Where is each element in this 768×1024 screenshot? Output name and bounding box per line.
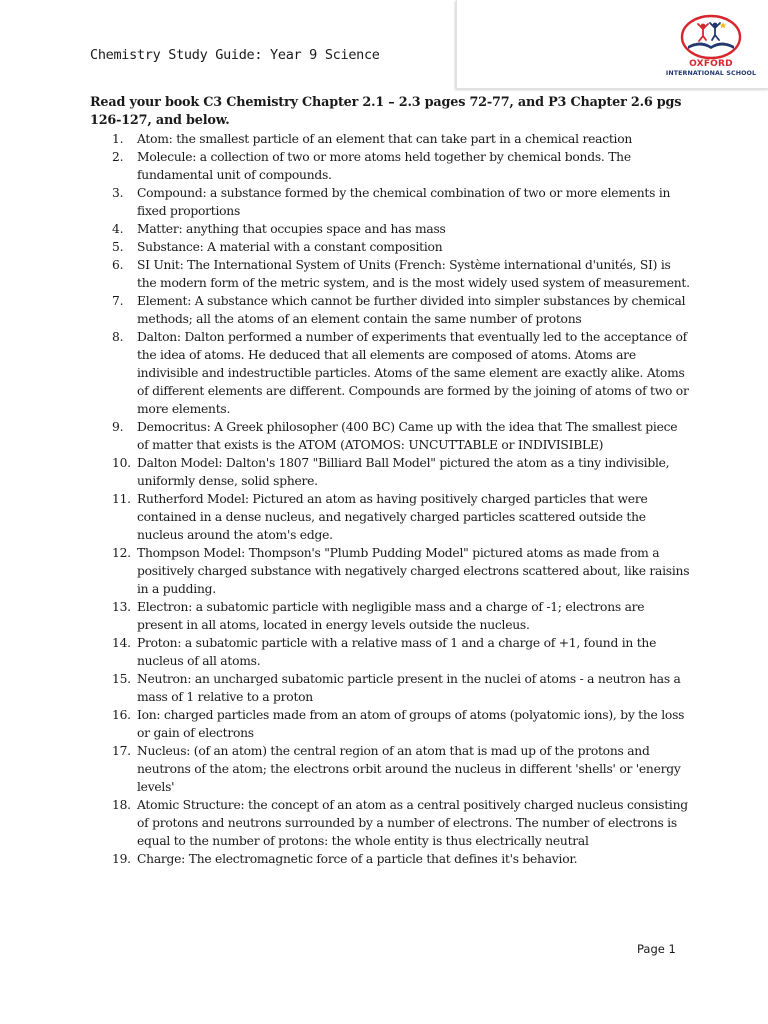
list-item-text: Substance: A material with a constant composition [137,240,443,254]
list-item-number: 13. [112,600,131,614]
list-item-text: Neutron: an uncharged subatomic particle present in the nuclei of atoms - a neutron has a mass of 1 relative to a proton [137,672,681,704]
list-item-text: Electron: a subatomic particle with negligible mass and a charge of -1; electrons are present in all atoms, located in energy levels outside the nucleus. [137,600,645,632]
definitions-list [90,130,690,868]
list-item [90,238,690,256]
list-item-text: Ion: charged particles made from an atom of groups of atoms (polyatomic ions), by the loss or gain of electrons [137,708,685,740]
list-item [90,130,690,148]
list-item-number: 7. [112,294,124,308]
school-logo-box [456,0,768,89]
reading-instructions: Read your book C3 Chemistry Chapter 2.1 – 2.3 pages 72-77, and P3 Chapter 2.6 pgs 126-127, and below. [90,95,682,128]
list-item-number: 11. [112,492,131,506]
list-item [90,796,690,850]
list-item-text: Compound: a substance formed by the chemical combination of two or more elements in fixed proportions [137,186,671,218]
list-item-number: 15. [112,672,131,686]
list-item-number: 18. [112,798,131,812]
list-item-number: 1. [112,132,124,146]
page-number: Page 1 [637,942,676,956]
list-item-number: 12. [112,546,131,560]
list-item-number: 8. [112,330,124,344]
list-item-number: 17. [112,744,131,758]
document-header-title: Chemistry Study Guide: Year 9 Science [90,47,380,63]
list-item-text: Dalton Model: Dalton's 1807 "Billiard Ball Model" pictured the atom as a tiny indivisible, uniformly dense, solid sphere. [137,456,670,488]
list-item-number: 4. [112,222,124,236]
list-item [90,148,690,184]
list-item [90,634,690,670]
list-item [90,490,690,544]
list-item [90,850,690,868]
list-item-number: 9. [112,420,124,434]
list-item [90,256,690,292]
list-item-text: Atom: the smallest particle of an element that can take part in a chemical reaction [137,132,633,146]
list-item [90,454,690,490]
list-item-text: Thompson Model: Thompson's "Plumb Pudding Model" pictured atoms as made from a positively charged substance with negatively charged electrons scattered about, like raisins in a pudding. [137,546,690,596]
list-item-text: Matter: anything that occupies space and has mass [137,222,446,236]
list-item-text: Democritus: A Greek philosopher (400 BC) Came up with the idea that The smallest piece of matter that exists is the ATOM (ATOMOS: UNCUTTABLE or INDIVISIBLE) [137,420,678,452]
list-item [90,670,690,706]
list-item-text: Nucleus: (of an atom) the central region of an atom that is mad up of the protons and neutrons of the atom; the electrons orbit around the nucleus in different 'shells' or 'energy levels' [137,744,681,794]
list-item-text: SI Unit: The International System of Units (French: Système international d'unités, SI) is the modern form of the metric system, and is the most widely used system of measurement. [137,258,690,290]
list-item-number: 19. [112,852,131,866]
list-item-text: Charge: The electromagnetic force of a particle that defines it's behavior. [137,852,578,866]
list-item-text: Element: A substance which cannot be further divided into simpler substances by chemical methods; all the atoms of an element contain the same number of protons [137,294,686,326]
list-item [90,598,690,634]
list-item [90,292,690,328]
list-item-number: 2. [112,150,124,164]
list-item-number: 16. [112,708,131,722]
list-item [90,220,690,238]
school-logo-icon [657,12,765,62]
list-item-text: Rutherford Model: Pictured an atom as having positively charged particles that were contained in a dense nucleus, and negatively charged particles scattered outside the nucleus around the atom's edge. [137,492,648,542]
list-item-text: Atomic Structure: the concept of an atom as a central positively charged nucleus consisting of protons and neutrons surrounded by a number of electrons. The number of electrons is equal to the number of protons: the whole entity is thus electrically neutral [137,798,688,848]
list-item-number: 14. [112,636,131,650]
list-item-number: 10. [112,456,131,470]
list-item [90,544,690,598]
school-name-line2: INTERNATIONAL SCHOOL [665,70,757,77]
list-item [90,706,690,742]
list-item-text: Dalton: Dalton performed a number of experiments that eventually led to the acceptance of the idea of atoms. He deduced that all elements are composed of atoms. Atoms are indivisible and indestructible particles. Atoms of the same element are exactly alike. Atoms of different elements are different. Compounds are formed by the joining of atoms of two or more elements. [137,330,689,416]
school-name-line1: OXFORD [689,59,733,69]
list-item [90,742,690,796]
list-item-number: 6. [112,258,124,272]
list-item-text: Molecule: a collection of two or more atoms held together by chemical bonds. The fundamental unit of compounds. [137,150,631,182]
list-item-text: Proton: a subatomic particle with a relative mass of 1 and a charge of +1, found in the nucleus of all atoms. [137,636,657,668]
list-item-number: 3. [112,186,124,200]
list-item [90,418,690,454]
list-item-number: 5. [112,240,124,254]
list-item [90,184,690,220]
list-item [90,328,690,418]
